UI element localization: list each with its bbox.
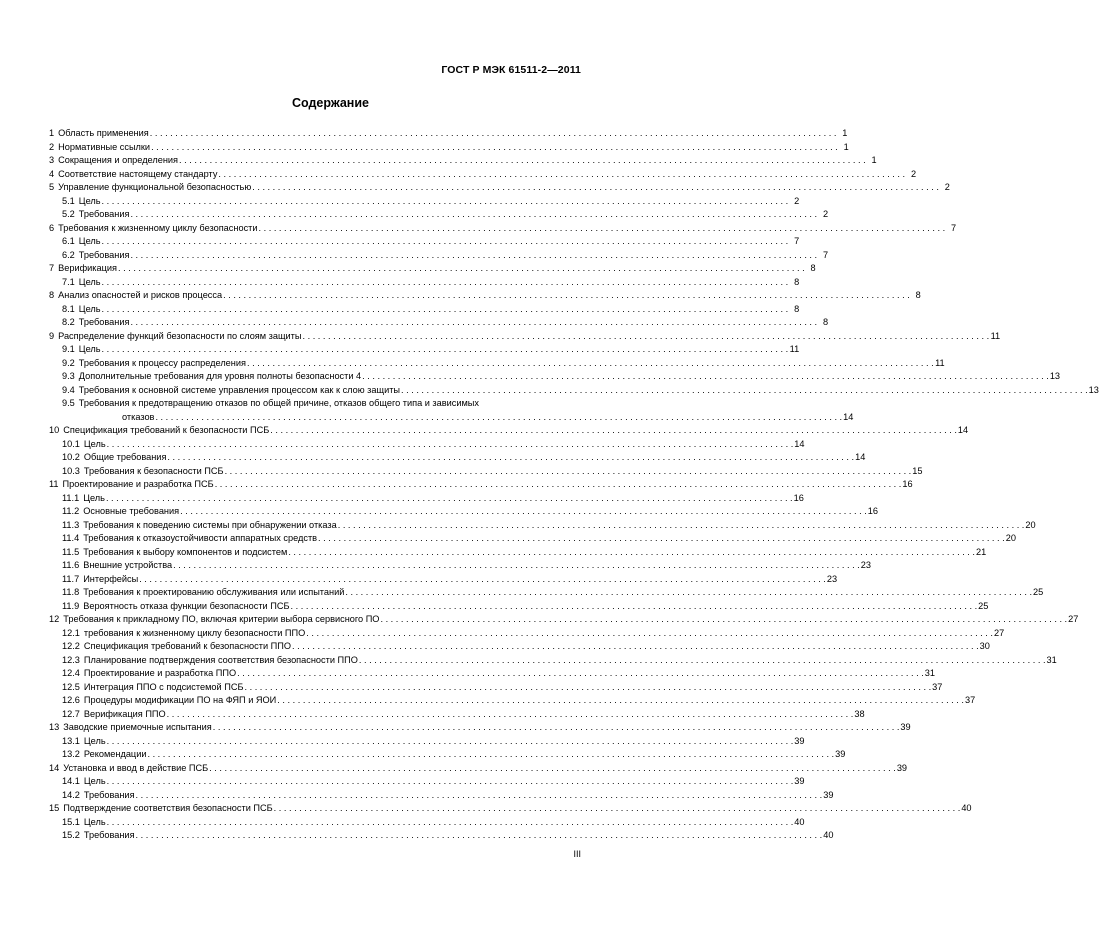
toc-dot-leader xyxy=(180,505,867,519)
toc-entry[interactable] xyxy=(49,438,805,452)
toc-entry-number: 14.1 xyxy=(62,776,80,786)
toc-entry-title: Нормативные ссылки xyxy=(58,141,151,152)
toc-entry-number: 15 xyxy=(49,803,60,813)
toc-entry-title: Интеграция ППО с подсистемой ПСБ xyxy=(83,681,244,692)
toc-entry[interactable] xyxy=(49,559,871,573)
toc-entry-title: Требования к отказоустойчивости аппаратных средств xyxy=(83,533,318,543)
toc-entry-title: Цель xyxy=(83,776,106,786)
toc-entry-page: 1 xyxy=(842,128,848,138)
toc-entry-page: 11 xyxy=(935,357,945,368)
toc-entry[interactable] xyxy=(49,519,1036,533)
toc-entry-page: 39 xyxy=(835,749,846,759)
toc-entry-number: 11.9 xyxy=(62,600,80,611)
toc-entry-number: 11.8 xyxy=(62,587,80,597)
toc-entry-title: Управление функциональной безопасностью xyxy=(58,182,252,192)
toc-entry-number: 12.6 xyxy=(62,695,80,705)
toc-dot-leader xyxy=(401,384,1088,398)
toc-entry-title: Основные требования xyxy=(83,506,180,516)
toc-entry-page: 7 xyxy=(951,222,957,233)
toc-entry-page: 38 xyxy=(854,708,865,719)
toc-entry-page: 39 xyxy=(794,735,805,746)
toc-entry-title: Процедуры модификации ПО на ФЯП и ЯОИ xyxy=(83,695,277,705)
toc-entry-page: 2 xyxy=(822,209,829,219)
toc-entry-number: 13.2 xyxy=(62,749,80,759)
toc-entry-number: 8 xyxy=(49,290,55,300)
toc-dot-leader xyxy=(247,357,934,371)
toc-dot-leader xyxy=(130,249,817,263)
page-number: III xyxy=(573,849,581,859)
toc-entry[interactable] xyxy=(49,775,805,789)
toc-dot-leader xyxy=(139,573,826,587)
toc-entry-number: 1 xyxy=(49,128,55,138)
toc-entry-title: Область применения xyxy=(58,128,149,138)
toc-dot-leader xyxy=(237,667,924,681)
toc-dot-leader xyxy=(318,532,1005,546)
toc-entry-number: 12.1 xyxy=(62,627,80,638)
toc-entry-title: Требования к поведению системы при обнаружении отказа xyxy=(83,519,337,530)
toc-entry-page: 20 xyxy=(1005,533,1016,543)
toc-entry[interactable] xyxy=(49,802,972,816)
toc-entry[interactable] xyxy=(49,127,848,141)
toc-entry[interactable] xyxy=(49,586,1044,600)
toc-entry[interactable] xyxy=(49,303,800,317)
toc-dot-leader xyxy=(102,195,789,209)
toc-entry-title: Планирование подтверждения соответствия безопасности ППО xyxy=(83,654,358,665)
toc-dot-leader xyxy=(173,559,860,573)
toc-dot-leader xyxy=(270,424,957,438)
toc-entry-title: Проектирование и разработка ППО xyxy=(83,668,237,678)
toc-entry-number: 9.3 xyxy=(62,371,75,381)
toc-entry[interactable] xyxy=(49,721,911,735)
toc-entry-page: 8 xyxy=(810,263,816,273)
toc-entry[interactable] xyxy=(49,654,1057,668)
toc-dot-leader xyxy=(130,316,817,330)
toc-entry-title: Общие требования xyxy=(83,452,167,462)
toc-entry-number: 10 xyxy=(49,425,60,435)
toc-entry-page: 8 xyxy=(822,317,829,327)
toc-entry-title: Цель xyxy=(78,303,101,314)
toc-dot-leader xyxy=(167,708,854,722)
toc-entry[interactable] xyxy=(49,829,834,843)
toc-entry[interactable] xyxy=(49,451,866,465)
toc-dot-leader xyxy=(362,370,1049,384)
toc-entry-title: Цель xyxy=(83,816,106,827)
toc-entry[interactable] xyxy=(49,627,1005,641)
toc-entry-page: 1 xyxy=(843,141,849,152)
toc-entry[interactable] xyxy=(49,262,816,276)
toc-entry[interactable] xyxy=(49,532,1016,546)
toc-entry-page: 14 xyxy=(843,411,854,422)
toc-dot-leader xyxy=(292,640,979,654)
toc-entry-page: 14 xyxy=(957,425,969,435)
toc-entry-number: 11.2 xyxy=(62,506,80,516)
toc-entry-title: Верификация ППО xyxy=(83,708,166,719)
toc-entry[interactable] xyxy=(49,708,865,722)
toc-entry-number: 11.1 xyxy=(62,492,80,503)
toc-entry[interactable] xyxy=(49,465,923,479)
toc-entry[interactable] xyxy=(49,154,877,168)
toc-entry-page: 23 xyxy=(826,573,838,584)
toc-entry-title: Цель xyxy=(78,344,101,354)
toc-entry[interactable] xyxy=(49,424,969,438)
toc-entry-number: 8.2 xyxy=(62,317,75,327)
toc-entry-page: 14 xyxy=(794,438,805,449)
toc-entry-number: 10.1 xyxy=(62,438,80,449)
toc-entry-title: Требования xyxy=(83,830,135,840)
toc-entry-number: 11.4 xyxy=(62,533,80,543)
toc-entry[interactable] xyxy=(49,748,846,762)
toc-entry-page: 15 xyxy=(912,465,923,476)
toc-dot-leader xyxy=(259,222,946,236)
toc-dot-leader xyxy=(209,762,896,776)
toc-entry-page: 40 xyxy=(794,816,805,827)
toc-entry-title: Требования к процессу распределения xyxy=(78,357,246,368)
toc-dot-leader xyxy=(338,519,1025,533)
toc-entry-page: 11 xyxy=(789,344,800,354)
toc-dot-leader xyxy=(102,303,789,317)
toc-entry-title: Цель xyxy=(83,438,106,449)
toc-entry-number: 12.3 xyxy=(62,654,80,665)
toc-dot-leader xyxy=(107,438,794,452)
toc-entry-page: 37 xyxy=(932,681,943,692)
toc-dot-leader xyxy=(306,627,993,641)
toc-entry-number: 12.2 xyxy=(62,641,80,651)
toc-entry-page: 8 xyxy=(794,276,800,287)
toc-dot-leader xyxy=(107,816,794,830)
toc-entry-title: Требования к выбору компонентов и подсистем xyxy=(83,546,288,557)
toc-entry[interactable] xyxy=(49,694,976,708)
toc-entry-number: 9.2 xyxy=(62,357,75,368)
toc-entry-title: Рекомендации xyxy=(83,749,147,759)
toc-dot-leader xyxy=(150,127,837,141)
toc-entry-title: Сокращения и определения xyxy=(58,155,179,165)
toc-entry-number: 12.5 xyxy=(62,681,80,692)
toc-entry[interactable] xyxy=(49,667,935,681)
toc-entry-number: 5.2 xyxy=(62,209,75,219)
toc-entry-title: Установка и ввод в действие ПСБ xyxy=(63,762,209,773)
toc-entry-number: 12 xyxy=(49,614,60,624)
toc-entry-page: 27 xyxy=(993,627,1005,638)
table-of-contents xyxy=(49,127,1099,843)
toc-dot-leader xyxy=(277,694,964,708)
toc-entry-title: Цель xyxy=(78,276,101,287)
toc-entry[interactable] xyxy=(49,492,804,506)
toc-entry-number: 11.3 xyxy=(62,519,80,530)
toc-entry-page: 13 xyxy=(1088,384,1099,395)
toc-dot-leader xyxy=(102,276,789,290)
toc-entry-page: 7 xyxy=(794,236,800,246)
toc-dot-leader xyxy=(102,343,789,357)
toc-entry-title: Распределение функций безопасности по слоям защиты xyxy=(58,330,302,341)
toc-entry-page: 27 xyxy=(1068,614,1079,624)
toc-entry-title: Вероятность отказа функции безопасности ПСБ xyxy=(83,600,290,611)
toc-entry-number: 9.4 xyxy=(62,384,75,395)
toc-entry[interactable] xyxy=(49,141,849,155)
toc-dot-leader xyxy=(244,681,931,695)
toc-entry[interactable] xyxy=(49,208,829,222)
toc-entry-page: 39 xyxy=(823,789,834,800)
toc-entry[interactable] xyxy=(49,168,917,182)
toc-dot-leader xyxy=(223,289,910,303)
toc-entry-number: 9.1 xyxy=(62,344,75,354)
toc-entry-title: Проектирование и разработка ПСБ xyxy=(62,479,214,489)
toc-entry-number: 8.1 xyxy=(62,303,75,314)
toc-entry-number: 3 xyxy=(49,155,55,165)
toc-entry-number: 4 xyxy=(49,168,55,179)
toc-entry-page: 14 xyxy=(855,452,866,462)
toc-entry-page: 25 xyxy=(978,600,989,611)
toc-entry[interactable] xyxy=(49,600,989,614)
document-id-header: ГОСТ Р МЭК 61511-2—2011 xyxy=(441,64,581,76)
toc-dot-leader xyxy=(107,735,794,749)
toc-entry-page: 21 xyxy=(975,546,987,557)
toc-entry-number: 11.5 xyxy=(62,546,80,557)
toc-entry-page: 2 xyxy=(944,182,950,192)
toc-dot-leader xyxy=(302,330,989,344)
toc-entry-title: Заводские приемочные испытания xyxy=(63,722,212,732)
toc-entry[interactable] xyxy=(49,640,990,654)
toc-entry-page: 13 xyxy=(1049,371,1061,381)
toc-entry-page: 16 xyxy=(793,492,804,503)
toc-entry-number: 6 xyxy=(49,222,55,233)
toc-dot-leader xyxy=(147,748,834,762)
toc-dot-leader xyxy=(213,721,900,735)
toc-dot-leader xyxy=(215,478,902,492)
toc-dot-leader xyxy=(274,802,961,816)
toc-entry-page: 8 xyxy=(794,303,800,314)
toc-entry-title: Дополнительные требования для уровня полноты безопасности 4 xyxy=(78,371,362,381)
toc-entry-page: 31 xyxy=(1046,654,1057,665)
toc-entry-number: 11.7 xyxy=(62,573,80,584)
toc-entry-page: 2 xyxy=(910,168,917,179)
toc-entry[interactable] xyxy=(49,546,987,560)
toc-entry-number: 12.7 xyxy=(62,708,80,719)
toc-entry-number: 5 xyxy=(49,182,55,192)
toc-entry-number: 7.1 xyxy=(62,276,75,287)
toc-entry[interactable] xyxy=(49,505,879,519)
toc-entry-number: 13 xyxy=(49,722,60,732)
toc-entry-page: 23 xyxy=(860,560,871,570)
toc-entry-number: 9.5 xyxy=(62,398,75,408)
toc-entry-page: 39 xyxy=(900,722,911,732)
toc-entry[interactable] xyxy=(49,735,805,749)
toc-entry[interactable] xyxy=(49,613,1079,627)
toc-dot-leader xyxy=(218,168,905,182)
toc-entry-title: Спецификация требований к безопасности ППО xyxy=(83,641,291,651)
toc-entry-page: 37 xyxy=(964,695,976,705)
toc-entry-title: Цель xyxy=(78,236,101,246)
toc-entry-title: Требования к прикладному ПО, включая критерии выбора сервисного ПО xyxy=(63,614,380,624)
toc-entry-page: 11 xyxy=(990,330,1001,341)
toc-entry-page: 2 xyxy=(794,195,800,206)
toc-entry-title: Требования к предотвращению отказов по общей причине, отказов общего типа и зависимых xyxy=(78,398,479,408)
toc-entry[interactable] xyxy=(49,249,829,263)
toc-entry-page: 16 xyxy=(867,506,879,516)
toc-entry[interactable] xyxy=(49,370,1061,384)
toc-entry[interactable] xyxy=(49,289,921,303)
toc-entry-page: 31 xyxy=(924,668,935,678)
toc-entry[interactable] xyxy=(49,316,829,330)
toc-entry[interactable] xyxy=(49,181,950,195)
toc-entry[interactable] xyxy=(49,816,805,830)
toc-entry-title: Требования к жизненному циклу безопасности xyxy=(58,222,258,233)
toc-entry[interactable] xyxy=(49,397,585,411)
toc-entry-page: 39 xyxy=(896,762,908,773)
toc-entry[interactable] xyxy=(49,681,943,695)
toc-dot-leader xyxy=(106,492,793,506)
toc-dot-leader xyxy=(151,141,838,155)
toc-entry[interactable] xyxy=(49,222,957,236)
toc-entry[interactable] xyxy=(49,573,838,587)
toc-entry-page: 39 xyxy=(794,776,805,786)
toc-entry-page: 20 xyxy=(1025,519,1036,530)
toc-entry[interactable] xyxy=(49,789,834,803)
toc-dot-leader xyxy=(380,613,1067,627)
toc-entry-page: 40 xyxy=(961,803,972,813)
toc-entry-title: Требования xyxy=(78,209,130,219)
toc-entry-number: 6.1 xyxy=(62,236,75,246)
toc-entry-title: Цель xyxy=(83,735,106,746)
toc-entry-title: Требования xyxy=(78,317,130,327)
toc-entry-title: Требования к безопасности ПСБ xyxy=(83,465,224,476)
toc-dot-leader xyxy=(359,654,1046,668)
toc-dot-leader xyxy=(167,451,854,465)
toc-dot-leader xyxy=(179,154,866,168)
toc-dot-leader xyxy=(118,262,805,276)
toc-entry-title-continuation: отказов xyxy=(122,411,155,422)
toc-entry-title: Подтверждение соответствия безопасности ПСБ xyxy=(63,803,273,813)
toc-dot-leader xyxy=(136,829,823,843)
toc-entry-number: 11 xyxy=(49,479,59,489)
toc-entry-title: Анализ опасностей и рисков процесса xyxy=(58,290,223,300)
toc-entry-page: 25 xyxy=(1033,587,1044,597)
toc-entry[interactable] xyxy=(49,276,800,290)
toc-entry-continuation[interactable] xyxy=(49,411,854,425)
toc-entry-page: 40 xyxy=(823,830,834,840)
toc-entry-page: 30 xyxy=(979,641,990,651)
toc-entry-number: 2 xyxy=(49,141,55,152)
toc-dot-leader xyxy=(291,600,978,614)
toc-entry-number: 15.1 xyxy=(62,816,80,827)
toc-entry-title: Внешние устройства xyxy=(83,560,173,570)
toc-entry-number: 5.1 xyxy=(62,195,75,206)
toc-entry-page: 16 xyxy=(902,479,913,489)
toc-entry-title: Требования xyxy=(78,249,130,260)
toc-entry[interactable] xyxy=(49,762,908,776)
toc-entry[interactable] xyxy=(49,357,945,371)
toc-entry-title: Требования к проектированию обслуживания или испытаний xyxy=(83,587,345,597)
toc-dot-leader xyxy=(288,546,975,560)
page-title: Содержание xyxy=(291,96,369,110)
toc-entry-number: 13.1 xyxy=(62,735,80,746)
toc-entry[interactable] xyxy=(49,195,800,209)
toc-dot-leader xyxy=(155,411,842,425)
toc-entry-number: 12.4 xyxy=(62,668,80,678)
toc-entry-title: Требования xyxy=(83,789,135,800)
toc-entry-number: 10.3 xyxy=(62,465,80,476)
toc-entry-number: 15.2 xyxy=(62,830,80,840)
toc-entry-page: 7 xyxy=(822,249,829,260)
toc-dot-leader xyxy=(136,789,823,803)
toc-entry-number: 14 xyxy=(49,762,60,773)
toc-entry[interactable] xyxy=(49,235,800,249)
toc-entry-page: 8 xyxy=(915,290,921,300)
toc-entry-title: Требования к основной системе управления процессом как к слою защиты xyxy=(78,384,401,395)
toc-dot-leader xyxy=(225,465,912,479)
toc-dot-leader xyxy=(252,181,939,195)
toc-entry-number: 10.2 xyxy=(62,452,80,462)
toc-entry-title: Цель xyxy=(78,195,101,206)
toc-entry-number: 9 xyxy=(49,330,55,341)
toc-entry-title: Интерфейсы xyxy=(83,573,139,584)
toc-entry-number: 7 xyxy=(49,263,55,273)
toc-entry-number: 11.6 xyxy=(62,560,80,570)
toc-entry-title: Соответствие настоящему стандарту xyxy=(58,168,218,179)
toc-entry-title: Цель xyxy=(83,492,105,503)
toc-entry[interactable] xyxy=(49,343,800,357)
toc-entry-title: Верификация xyxy=(58,263,117,273)
toc-entry[interactable] xyxy=(49,384,1099,398)
toc-entry[interactable] xyxy=(49,478,913,492)
toc-dot-leader xyxy=(130,208,817,222)
toc-entry-title: требования к жизненному циклу безопасности ППО xyxy=(83,627,306,638)
toc-entry[interactable] xyxy=(49,330,1001,344)
toc-dot-leader xyxy=(102,235,789,249)
toc-dot-leader xyxy=(345,586,1032,600)
toc-entry-page: 1 xyxy=(871,155,877,165)
toc-entry-title: Спецификация требований к безопасности ПСБ xyxy=(63,425,270,435)
toc-entry-number: 14.2 xyxy=(62,789,80,800)
toc-dot-leader xyxy=(107,775,794,789)
toc-entry-number: 6.2 xyxy=(62,249,75,260)
